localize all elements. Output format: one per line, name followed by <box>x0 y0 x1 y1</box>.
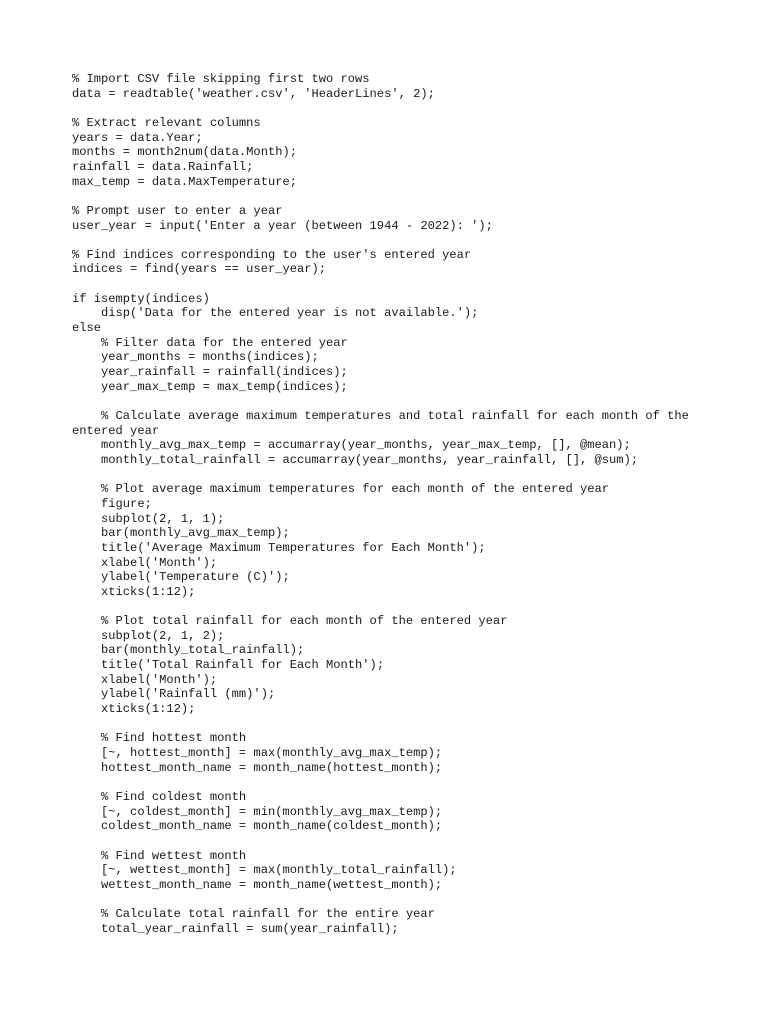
code-comment-line: % Plot average maximum temperatures for each month of the entered year <box>72 482 610 497</box>
code-comment-line: % Find indices corresponding to the user's entered year <box>72 247 472 262</box>
code-line: indices = find(years == user_year); <box>72 262 327 277</box>
code-comment-line: % Filter data for the entered year <box>72 335 348 350</box>
blank-line <box>72 600 692 615</box>
code-line: [~, wettest_month] = max(monthly_total_rainfall); <box>72 863 457 878</box>
code-line: monthly_total_rainfall = accumarray(year_months, year_rainfall, [], @sum); <box>72 452 639 467</box>
code-line: years = data.Year; <box>72 130 203 145</box>
blank-line <box>72 233 692 248</box>
code-line: year_max_temp = max_temp(indices); <box>72 379 348 394</box>
code-line: figure; <box>72 496 152 511</box>
code-comment-line: % Extract relevant columns <box>72 115 261 130</box>
blank-line <box>72 101 692 116</box>
code-comment-line: % Plot total rainfall for each month of the entered year <box>72 614 508 629</box>
code-line: xlabel('Month'); <box>72 672 218 687</box>
code-line: xticks(1:12); <box>72 702 196 717</box>
blank-line <box>72 717 692 732</box>
blank-line <box>72 834 692 849</box>
code-line: bar(monthly_total_rainfall); <box>72 643 305 658</box>
code-line: title('Total Rainfall for Each Month'); <box>72 658 385 673</box>
code-line: else <box>72 321 102 336</box>
code-comment-line: % Calculate total rainfall for the entire year <box>72 907 435 922</box>
code-line: coldest_month_name = month_name(coldest_month); <box>72 819 443 834</box>
code-comment-line: % Calculate average maximum temperatures and total rainfall for each month of the entered year <box>72 409 697 438</box>
code-line: total_year_rainfall = sum(year_rainfall); <box>72 921 399 936</box>
blank-line <box>72 893 692 908</box>
code-line: [~, coldest_month] = min(monthly_avg_max_temp); <box>72 804 443 819</box>
code-listing <box>72 72 697 937</box>
blank-line <box>72 277 692 292</box>
code-line: rainfall = data.Rainfall; <box>72 159 254 174</box>
blank-line <box>72 468 692 483</box>
code-line: user_year = input('Enter a year (between 1944 - 2022): '); <box>72 218 493 233</box>
code-line: max_temp = data.MaxTemperature; <box>72 174 297 189</box>
code-line: hottest_month_name = month_name(hottest_month); <box>72 760 443 775</box>
code-line: title('Average Maximum Temperatures for Each Month'); <box>72 540 486 555</box>
code-line: data = readtable('weather.csv', 'HeaderLines', 2); <box>72 86 435 101</box>
code-line: year_months = months(indices); <box>72 350 319 365</box>
code-comment-line: % Prompt user to enter a year <box>72 203 283 218</box>
code-line: [~, hottest_month] = max(monthly_avg_max_temp); <box>72 746 443 761</box>
code-line: ylabel('Rainfall (mm)'); <box>72 687 276 702</box>
code-comment-line: % Find wettest month <box>72 848 247 863</box>
blank-line <box>72 775 692 790</box>
code-line: xticks(1:12); <box>72 584 196 599</box>
code-line: year_rainfall = rainfall(indices); <box>72 365 348 380</box>
code-line: ylabel('Temperature (C)'); <box>72 570 290 585</box>
code-line: months = month2num(data.Month); <box>72 145 297 160</box>
code-line: disp('Data for the entered year is not available.'); <box>72 306 479 321</box>
code-comment-line: % Find hottest month <box>72 731 247 746</box>
blank-line <box>72 189 692 204</box>
code-line: subplot(2, 1, 1); <box>72 511 225 526</box>
code-line: if isempty(indices) <box>72 291 210 306</box>
code-line: wettest_month_name = month_name(wettest_month); <box>72 877 443 892</box>
code-line: xlabel('Month'); <box>72 555 218 570</box>
code-line: subplot(2, 1, 2); <box>72 628 225 643</box>
code-line: monthly_avg_max_temp = accumarray(year_months, year_max_temp, [], @mean); <box>72 438 631 453</box>
code-line: bar(monthly_avg_max_temp); <box>72 526 290 541</box>
code-comment-line: % Import CSV file skipping first two rows <box>72 72 370 86</box>
code-comment-line: % Find coldest month <box>72 790 247 805</box>
blank-line <box>72 394 692 409</box>
